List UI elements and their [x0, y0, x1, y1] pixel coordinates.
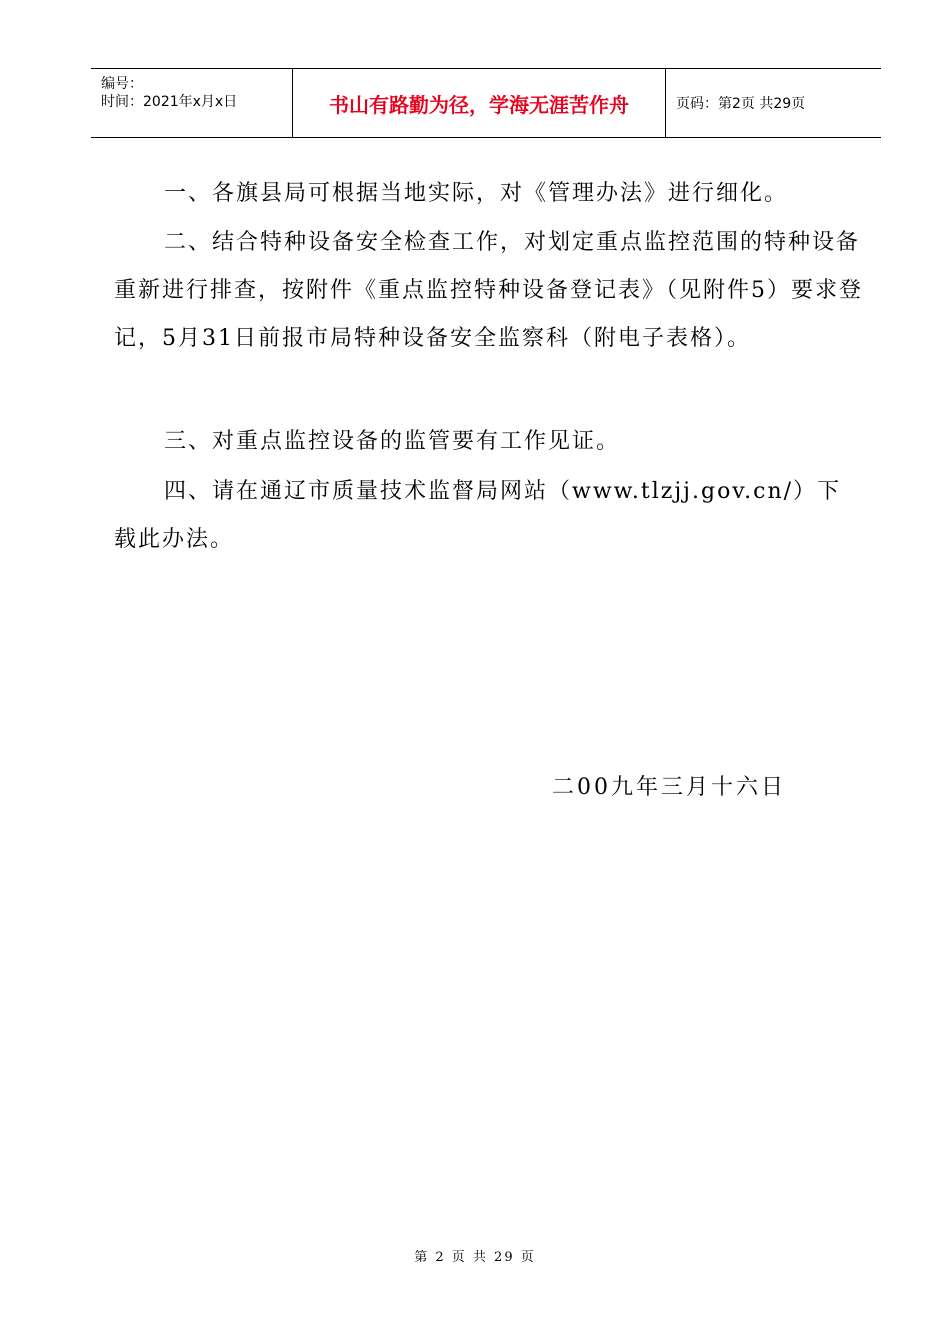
document-date: 二00九年三月十六日: [552, 775, 786, 800]
header-meta-cell: [91, 69, 293, 137]
paragraph-4: 四、请在通辽市质量技术监督局网站（www.tlzjj.gov.cn/）下载此办法。: [114, 479, 842, 552]
document-header: [91, 68, 881, 138]
paragraph-3: 三、对重点监控设备的监管要有工作见证。: [164, 429, 621, 454]
paragraph-2: 二、结合特种设备安全检查工作，对划定重点监控范围的特种设备重新进行排查，按附件《重点监控特种设备登记表》（见附件5）要求登记，5月31日前报市局特种设备安全监察科（附电子表格）。: [114, 230, 863, 351]
header-page-label: 页码：第2页 共29页: [676, 96, 806, 112]
paragraph-1: 一、各旗县局可根据当地实际，对《管理办法》进行细化。: [164, 181, 789, 206]
time-label: 时间：2021年x月x日: [101, 94, 238, 110]
page-footer: 第 2 页 共 29 页: [414, 1250, 536, 1265]
number-label: 编号：: [101, 76, 143, 92]
header-motto: 书山有路勤为径，学海无涯苦作舟: [293, 69, 666, 137]
